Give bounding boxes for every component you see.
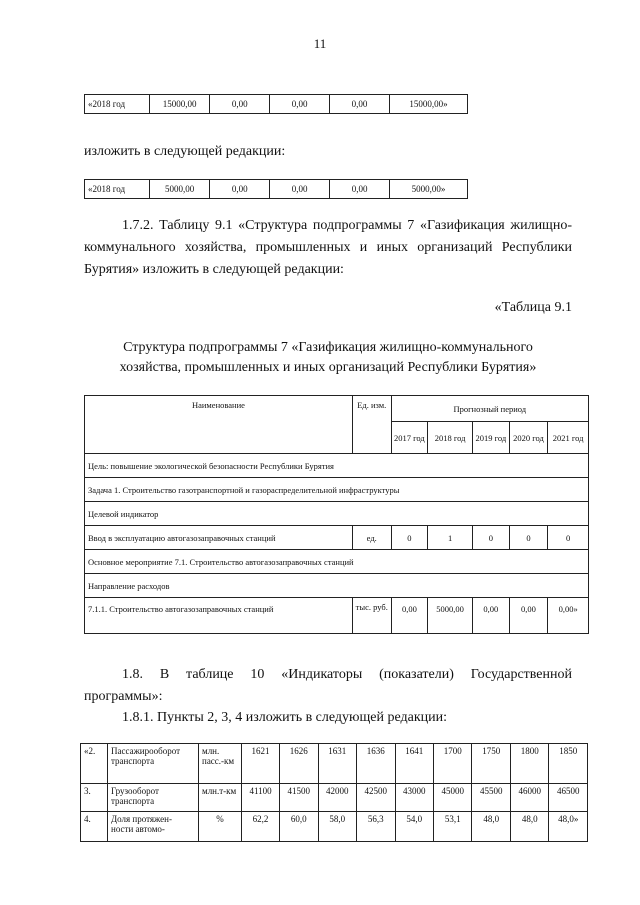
paragraph-1-8-1: 1.8.1. Пункты 2, 3, 4 изложить в следующей редакции: (122, 710, 448, 725)
row-value: 53,1 (434, 812, 472, 842)
indicators-table (80, 743, 588, 842)
page-number: 11 (313, 36, 327, 51)
row-value: 1631 (318, 744, 356, 784)
header-name: Наименование (85, 396, 353, 454)
cell: 0,00 (330, 180, 390, 199)
row-name: 7.1.1. Строительство автогазозаправочных станций (85, 598, 353, 634)
row-value: 0,00 (509, 598, 548, 634)
row-unit: млн. пасс.-км (199, 744, 242, 784)
cell: 15000,00 (150, 95, 210, 114)
row-value: 48,0 (510, 812, 548, 842)
row-value: 45000 (434, 784, 472, 812)
budget-table-new (84, 179, 468, 199)
row-value: 48,0» (549, 812, 588, 842)
structure-table (84, 395, 589, 634)
row-num: 3. (81, 784, 108, 812)
header-year: 2021 год (548, 422, 589, 454)
row-value: 48,0 (472, 812, 510, 842)
row-num: 4. (81, 812, 108, 842)
cell: 5000,00» (390, 180, 468, 199)
cell: 0,00 (210, 95, 270, 114)
row-value: 1626 (280, 744, 318, 784)
row-value: 62,2 (242, 812, 280, 842)
row-value: 0,00 (472, 598, 509, 634)
row-value: 5000,00 (428, 598, 473, 634)
row-name: Пассажирооборот транспорта (108, 744, 199, 784)
direction-row: Направление расходов (85, 574, 589, 598)
row-value: 0,00» (548, 598, 589, 634)
row-value: 1700 (434, 744, 472, 784)
table-title-line: хозяйства, промышленных и иных организаций Республики Бурятия» (119, 360, 537, 375)
cell: «2018 год (85, 95, 150, 114)
header-year: 2018 год (428, 422, 473, 454)
budget-table-old (84, 94, 468, 114)
row-value: 46000 (510, 784, 548, 812)
replace-text: изложить в следующей редакции: (84, 144, 286, 159)
paragraph-1-7-2: 1.7.2. Таблицу 9.1 «Структура подпрограммы 7 «Газификация жилищно-коммунального хозяйства, промышленных и иных организаций Республики Бурятия» изложить в следующей редакции: (84, 218, 572, 277)
goal-row: Цель: повышение экологической безопасности Республики Бурятия (85, 454, 589, 478)
row-name: Грузооборот транспорта (108, 784, 199, 812)
task-row: Задача 1. Строительство газотранспортной и газораспределительной инфраструктуры (85, 478, 589, 502)
row-unit: ед. (352, 526, 391, 550)
row-value: 46500 (549, 784, 588, 812)
cell: 5000,00 (150, 180, 210, 199)
table-title (84, 338, 572, 378)
row-name: Доля протяжен- ности автомо- (108, 812, 199, 842)
header-year: 2019 год (472, 422, 509, 454)
cell: 0,00 (330, 95, 390, 114)
row-value: 41500 (280, 784, 318, 812)
row-value: 0 (548, 526, 589, 550)
row-value: 1621 (242, 744, 280, 784)
cell: 0,00 (270, 95, 330, 114)
row-name: Ввод в эксплуатацию автогазозаправочных станций (85, 526, 353, 550)
row-value: 0,00 (391, 598, 428, 634)
row-unit: тыс. руб. (352, 598, 391, 634)
row-value: 0 (472, 526, 509, 550)
row-value: 1641 (395, 744, 433, 784)
table-label: «Таблица 9.1 (494, 300, 572, 315)
cell: 15000,00» (389, 95, 467, 114)
paragraph-1-8: 1.8. В таблице 10 «Индикаторы (показатели) Государственной программы»: (84, 667, 572, 704)
cell: «2018 год (85, 180, 150, 199)
cell: 0,00 (210, 180, 270, 199)
row-value: 41100 (242, 784, 280, 812)
header-period: Прогнозный период (391, 396, 588, 422)
row-value: 58,0 (318, 812, 356, 842)
row-unit: млн.т-км (199, 784, 242, 812)
header-year: 2017 год (391, 422, 428, 454)
row-value: 54,0 (395, 812, 433, 842)
table-title-line: Структура подпрограммы 7 «Газификация жилищно-коммунального (123, 340, 533, 355)
row-value: 42500 (357, 784, 395, 812)
row-value: 1 (428, 526, 473, 550)
indicator-row: Целевой индикатор (85, 502, 589, 526)
cell: 0,00 (270, 180, 330, 199)
row-value: 1800 (510, 744, 548, 784)
row-value: 43000 (395, 784, 433, 812)
row-num: «2. (81, 744, 108, 784)
row-value: 45500 (472, 784, 510, 812)
measure-row: Основное мероприятие 7.1. Строительство автогазозаправочных станций (85, 550, 589, 574)
row-value: 1850 (549, 744, 588, 784)
row-value: 60,0 (280, 812, 318, 842)
row-value: 0 (391, 526, 428, 550)
row-value: 0 (509, 526, 548, 550)
row-value: 1636 (357, 744, 395, 784)
header-year: 2020 год (509, 422, 548, 454)
header-unit: Ед. изм. (352, 396, 391, 454)
row-unit: % (199, 812, 242, 842)
row-value: 1750 (472, 744, 510, 784)
row-value: 56,3 (357, 812, 395, 842)
row-value: 42000 (318, 784, 356, 812)
